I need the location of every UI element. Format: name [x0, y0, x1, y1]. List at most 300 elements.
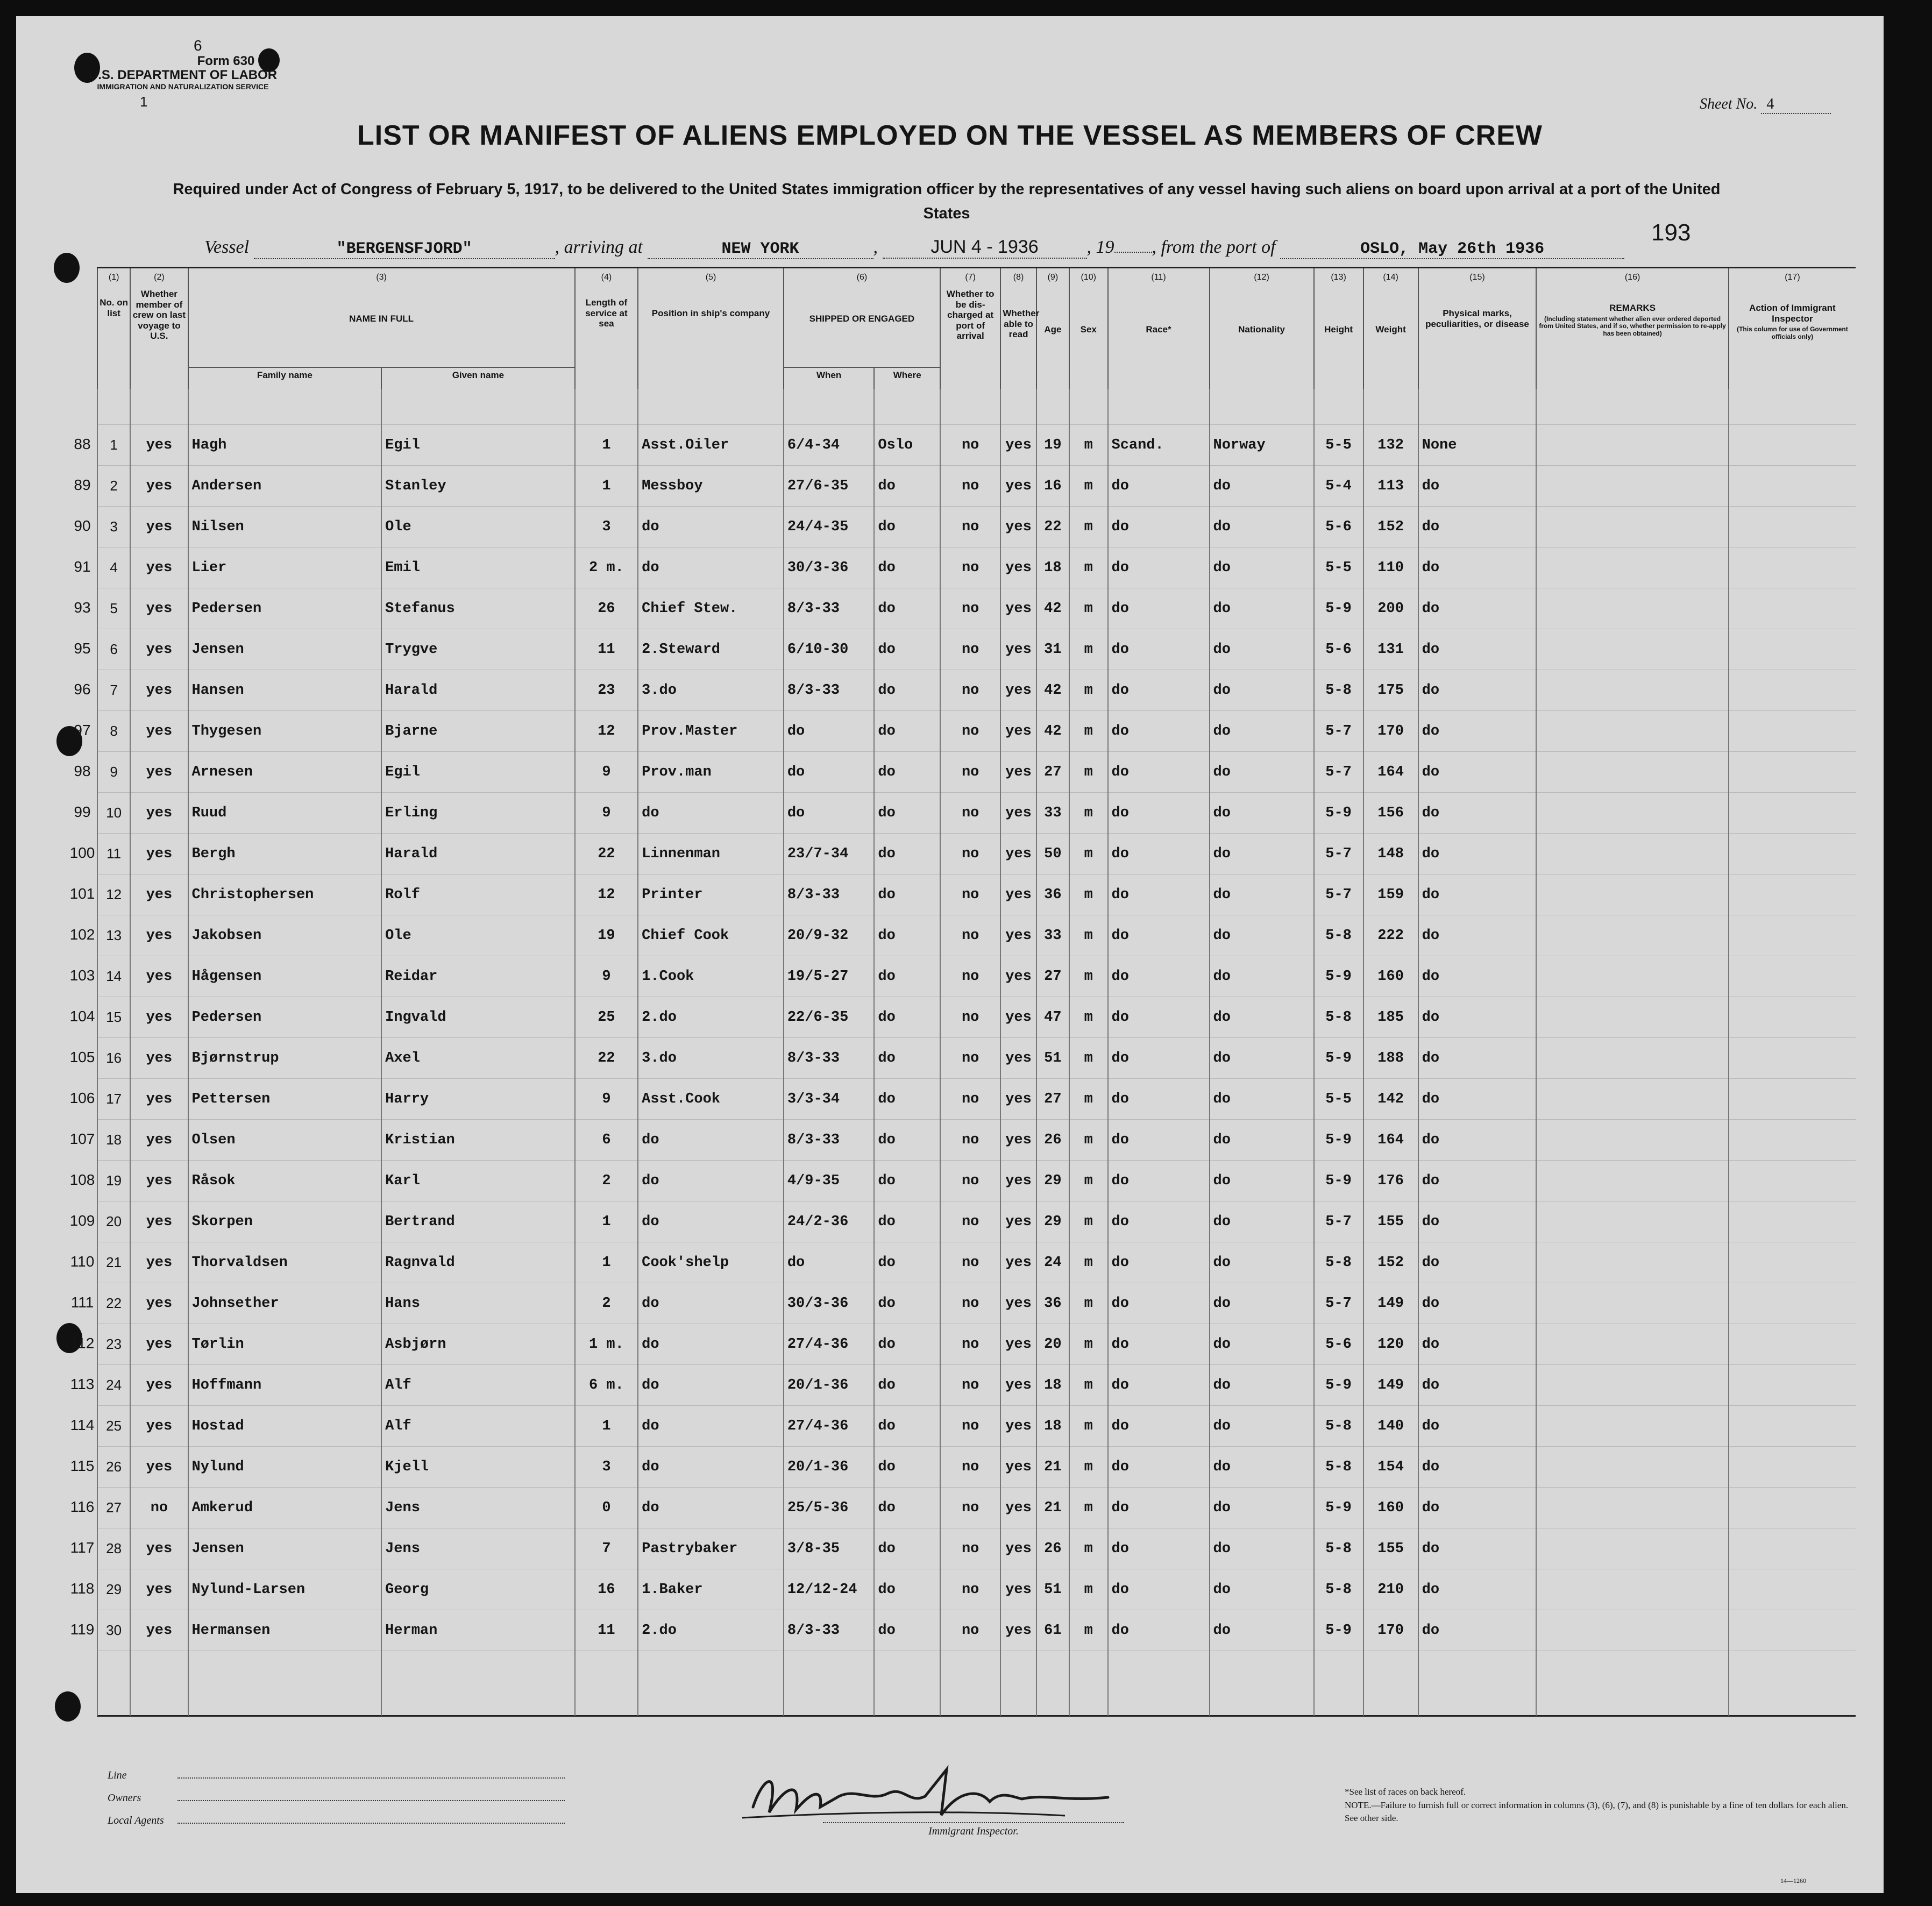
cell-weight: 175 — [1363, 670, 1418, 711]
cell-length-of-service: 11 — [575, 1610, 638, 1651]
cell-action — [1729, 1365, 1856, 1406]
cell-sex: m — [1069, 1528, 1108, 1569]
cell-no-on-list: 30 — [97, 1610, 130, 1651]
table-row — [97, 670, 1856, 711]
cell-position: 1.Cook — [638, 956, 784, 997]
cell-physical-marks: do — [1418, 1528, 1537, 1569]
cell-shipped-when: 20/9-32 — [784, 915, 875, 956]
cell-given-name: Bertrand — [381, 1201, 575, 1242]
cell-able-to-read: yes — [1000, 997, 1036, 1038]
cell-sex: m — [1069, 670, 1108, 711]
empty-cell — [130, 1651, 188, 1716]
cell-action — [1729, 1488, 1856, 1528]
cell-physical-marks: do — [1418, 711, 1537, 752]
col-num-3: (3) — [188, 268, 575, 287]
col-num-9: (9) — [1036, 268, 1069, 287]
cell-able-to-read: yes — [1000, 1447, 1036, 1488]
cell-shipped-where: do — [874, 466, 940, 507]
cell-able-to-read: yes — [1000, 1406, 1036, 1447]
cell-remarks — [1536, 1201, 1729, 1242]
cell-height: 5-5 — [1314, 1079, 1363, 1120]
document-subtitle: Required under Act of Congress of February 5, 1917, to be delivered to the United States immigration officer by the representatives of any vessel having such aliens on board upon arrival at a port of the United States — [173, 181, 1721, 222]
cell-nationality: do — [1210, 1038, 1314, 1079]
margin-number: 118 — [70, 1580, 95, 1597]
cell-position: Pastrybaker — [638, 1528, 784, 1569]
empty-cell — [1729, 1651, 1856, 1716]
cell-age: 22 — [1036, 507, 1069, 547]
cell-nationality: do — [1210, 711, 1314, 752]
cell-discharged: no — [940, 507, 1000, 547]
margin-number: 104 — [69, 1007, 95, 1025]
header-height: Height — [1314, 287, 1363, 389]
col-num-8: (8) — [1000, 268, 1036, 287]
table-row — [97, 956, 1856, 997]
cell-sex: m — [1069, 1610, 1108, 1651]
cell-family-name: Nilsen — [188, 507, 382, 547]
cell-length-of-service: 2 — [575, 1161, 638, 1201]
cell-nationality: do — [1210, 1610, 1314, 1651]
cell-length-of-service: 25 — [575, 997, 638, 1038]
cell-nationality: do — [1210, 629, 1314, 670]
margin-number: 91 — [74, 558, 91, 575]
cell-action — [1729, 874, 1856, 915]
cell-nationality: do — [1210, 1488, 1314, 1528]
cell-shipped-where: do — [874, 1120, 940, 1161]
cell-family-name: Hågensen — [188, 956, 382, 997]
punch-hole — [54, 253, 80, 283]
year-blank — [1114, 252, 1152, 253]
header-where: Where — [874, 367, 940, 389]
cell-length-of-service: 11 — [575, 629, 638, 670]
header-remarks-title: REMARKS — [1609, 303, 1656, 313]
header-family-name: Family name — [188, 367, 382, 389]
table-row — [97, 507, 1856, 547]
cell-discharged: no — [940, 1120, 1000, 1161]
header-no-on-list: No. on list — [97, 287, 130, 389]
cell-length-of-service: 26 — [575, 588, 638, 629]
cell-race: do — [1108, 1161, 1210, 1201]
cell-action — [1729, 1569, 1856, 1610]
cell-physical-marks: do — [1418, 1242, 1537, 1283]
cell-height: 5-7 — [1314, 752, 1363, 793]
cell-given-name: Stefanus — [381, 588, 575, 629]
cell-position: 3.do — [638, 670, 784, 711]
cell-weight: 110 — [1363, 547, 1418, 588]
cell-age: 61 — [1036, 1610, 1069, 1651]
cell-discharged: no — [940, 1610, 1000, 1651]
margin-number: 103 — [69, 966, 95, 984]
table-row — [97, 1447, 1856, 1488]
cell-position: 2.do — [638, 997, 784, 1038]
cell-race: do — [1108, 1610, 1210, 1651]
table-row — [97, 1324, 1856, 1365]
cell-race: do — [1108, 915, 1210, 956]
cell-family-name: Hagh — [188, 425, 382, 466]
cell-given-name: Alf — [381, 1365, 575, 1406]
cell-remarks — [1536, 1324, 1729, 1365]
cell-given-name: Kjell — [381, 1447, 575, 1488]
cell-family-name: Hermansen — [188, 1610, 382, 1651]
cell-position: 1.Baker — [638, 1569, 784, 1610]
cell-position: Messboy — [638, 466, 784, 507]
vessel-line: Vessel "BERGENSFJORD" , arriving at NEW YORK , JUN 4 - 1936 , 19 , from the port of OSLO, May 26th 1936 — [204, 237, 1624, 259]
cell-nationality: do — [1210, 1283, 1314, 1324]
cell-discharged: no — [940, 711, 1000, 752]
cell-able-to-read: yes — [1000, 1610, 1036, 1651]
cell-length-of-service: 23 — [575, 670, 638, 711]
col-num-15: (15) — [1418, 268, 1537, 287]
cell-able-to-read: yes — [1000, 1365, 1036, 1406]
cell-nationality: do — [1210, 1242, 1314, 1283]
cell-member: yes — [130, 752, 188, 793]
cell-family-name: Hoffmann — [188, 1365, 382, 1406]
corner-mark: 1 — [140, 93, 148, 110]
empty-cell — [575, 1651, 638, 1716]
cell-no-on-list: 13 — [97, 915, 130, 956]
header-discharged: Whether to be dis-charged at port of arrival — [940, 287, 1000, 389]
form-mark: 6 — [194, 37, 202, 54]
cell-no-on-list: 6 — [97, 629, 130, 670]
cell-physical-marks: do — [1418, 466, 1537, 507]
cell-able-to-read: yes — [1000, 711, 1036, 752]
header-action-title: Action of Immigrant Inspector — [1749, 303, 1836, 324]
empty-cell — [784, 1651, 875, 1716]
cell-family-name: Pettersen — [188, 1079, 382, 1120]
cell-action — [1729, 1528, 1856, 1569]
cell-member: yes — [130, 1038, 188, 1079]
cell-position: do — [638, 1324, 784, 1365]
cell-weight: 131 — [1363, 629, 1418, 670]
cell-action — [1729, 915, 1856, 956]
cell-shipped-where: do — [874, 915, 940, 956]
cell-length-of-service: 0 — [575, 1488, 638, 1528]
cell-race: do — [1108, 956, 1210, 997]
col-num-14: (14) — [1363, 268, 1418, 287]
cell-length-of-service: 1 — [575, 1406, 638, 1447]
cell-action — [1729, 1038, 1856, 1079]
cell-no-on-list: 29 — [97, 1569, 130, 1610]
cell-able-to-read: yes — [1000, 547, 1036, 588]
cell-position: do — [638, 1488, 784, 1528]
cell-able-to-read: yes — [1000, 1079, 1036, 1120]
cell-no-on-list: 25 — [97, 1406, 130, 1447]
cell-physical-marks: do — [1418, 588, 1537, 629]
cell-shipped-when: 27/4-36 — [784, 1324, 875, 1365]
cell-no-on-list: 8 — [97, 711, 130, 752]
cell-age: 27 — [1036, 956, 1069, 997]
cell-remarks — [1536, 1161, 1729, 1201]
cell-height: 5-6 — [1314, 507, 1363, 547]
cell-length-of-service: 1 — [575, 1201, 638, 1242]
cell-remarks — [1536, 834, 1729, 874]
cell-member: yes — [130, 547, 188, 588]
cell-member: yes — [130, 793, 188, 834]
cell-member: no — [130, 1488, 188, 1528]
cell-weight: 149 — [1363, 1365, 1418, 1406]
cell-given-name: Ingvald — [381, 997, 575, 1038]
cell-length-of-service: 16 — [575, 1569, 638, 1610]
cell-shipped-where: do — [874, 547, 940, 588]
manifest-sheet — [16, 16, 1884, 1893]
cell-given-name: Egil — [381, 752, 575, 793]
empty-cell — [874, 1651, 940, 1716]
cell-discharged: no — [940, 1488, 1000, 1528]
cell-length-of-service: 9 — [575, 752, 638, 793]
margin-number: 119 — [70, 1620, 95, 1638]
cell-nationality: do — [1210, 588, 1314, 629]
cell-race: do — [1108, 1201, 1210, 1242]
margin-number: 98 — [74, 762, 91, 779]
col-num-7: (7) — [940, 268, 1000, 287]
cell-shipped-when: 8/3-33 — [784, 670, 875, 711]
cell-discharged: no — [940, 547, 1000, 588]
cell-shipped-when: 12/12-24 — [784, 1569, 875, 1610]
cell-remarks — [1536, 1120, 1729, 1161]
cell-discharged: no — [940, 793, 1000, 834]
header-name-in-full: NAME IN FULL — [188, 287, 575, 367]
cell-shipped-when: 19/5-27 — [784, 956, 875, 997]
cell-shipped-where: do — [874, 752, 940, 793]
cell-family-name: Tørlin — [188, 1324, 382, 1365]
cell-member: yes — [130, 670, 188, 711]
crew-manifest-table — [97, 268, 1856, 1716]
cell-height: 5-7 — [1314, 1283, 1363, 1324]
cell-shipped-when: 6/4-34 — [784, 425, 875, 466]
margin-number: 115 — [70, 1457, 95, 1474]
cell-no-on-list: 14 — [97, 956, 130, 997]
cell-physical-marks: do — [1418, 1161, 1537, 1201]
table-body — [97, 389, 1856, 1716]
footer-owners-blank — [177, 1800, 565, 1801]
cell-remarks — [1536, 1079, 1729, 1120]
cell-position: do — [638, 507, 784, 547]
cell-family-name: Nylund-Larsen — [188, 1569, 382, 1610]
header-remarks — [1536, 287, 1729, 389]
empty-cell — [638, 1651, 784, 1716]
table-row — [97, 1201, 1856, 1242]
cell-member: yes — [130, 915, 188, 956]
cell-given-name: Asbjørn — [381, 1324, 575, 1365]
cell-height: 5-7 — [1314, 834, 1363, 874]
header-sex: Sex — [1069, 287, 1108, 389]
margin-number: 114 — [70, 1416, 95, 1433]
cell-action — [1729, 466, 1856, 507]
cell-weight: 140 — [1363, 1406, 1418, 1447]
cell-shipped-where: do — [874, 1528, 940, 1569]
cell-discharged: no — [940, 1569, 1000, 1610]
cell-height: 5-7 — [1314, 874, 1363, 915]
cell-age: 33 — [1036, 915, 1069, 956]
cell-sex: m — [1069, 588, 1108, 629]
cell-shipped-where: Oslo — [874, 425, 940, 466]
cell-member: yes — [130, 1120, 188, 1161]
cell-position: Asst.Cook — [638, 1079, 784, 1120]
header-position: Position in ship's company — [638, 287, 784, 389]
cell-position: do — [638, 793, 784, 834]
punch-hole — [55, 1691, 81, 1722]
cell-action — [1729, 670, 1856, 711]
cell-member: yes — [130, 1242, 188, 1283]
cell-action — [1729, 997, 1856, 1038]
cell-physical-marks: None — [1418, 425, 1537, 466]
cell-sex: m — [1069, 1324, 1108, 1365]
cell-sex: m — [1069, 1488, 1108, 1528]
cell-shipped-where: do — [874, 629, 940, 670]
cell-physical-marks: do — [1418, 1079, 1537, 1120]
col-num-10: (10) — [1069, 268, 1108, 287]
cell-race: do — [1108, 793, 1210, 834]
cell-race: do — [1108, 1365, 1210, 1406]
footer-line-blank — [177, 1777, 565, 1779]
cell-shipped-where: do — [874, 874, 940, 915]
empty-cell — [1536, 1651, 1729, 1716]
cell-family-name: Thorvaldsen — [188, 1242, 382, 1283]
cell-height: 5-5 — [1314, 547, 1363, 588]
cell-given-name: Jens — [381, 1528, 575, 1569]
cell-able-to-read: yes — [1000, 1161, 1036, 1201]
cell-shipped-where: do — [874, 507, 940, 547]
cell-race: do — [1108, 1406, 1210, 1447]
cell-action — [1729, 547, 1856, 588]
cell-no-on-list: 3 — [97, 507, 130, 547]
cell-no-on-list: 2 — [97, 466, 130, 507]
cell-family-name: Pedersen — [188, 588, 382, 629]
cell-sex: m — [1069, 915, 1108, 956]
cell-able-to-read: yes — [1000, 752, 1036, 793]
cell-given-name: Harald — [381, 834, 575, 874]
cell-able-to-read: yes — [1000, 507, 1036, 547]
cell-discharged: no — [940, 425, 1000, 466]
cell-discharged: no — [940, 1406, 1000, 1447]
cell-age: 29 — [1036, 1201, 1069, 1242]
cell-shipped-where: do — [874, 1201, 940, 1242]
cell-discharged: no — [940, 1038, 1000, 1079]
cell-given-name: Karl — [381, 1161, 575, 1201]
cell-family-name: Olsen — [188, 1120, 382, 1161]
cell-family-name: Amkerud — [188, 1488, 382, 1528]
cell-remarks — [1536, 1242, 1729, 1283]
cell-member: yes — [130, 1447, 188, 1488]
col-num-6: (6) — [784, 268, 940, 287]
cell-shipped-where: do — [874, 1242, 940, 1283]
cell-able-to-read: yes — [1000, 1324, 1036, 1365]
table-row — [97, 1406, 1856, 1447]
cell-length-of-service: 1 m. — [575, 1324, 638, 1365]
margin-number: 100 — [69, 844, 95, 861]
header-when: When — [784, 367, 875, 389]
cell-age: 42 — [1036, 670, 1069, 711]
cell-shipped-when: 3/8-35 — [784, 1528, 875, 1569]
cell-able-to-read: yes — [1000, 874, 1036, 915]
cell-shipped-where: do — [874, 1324, 940, 1365]
cell-no-on-list: 10 — [97, 793, 130, 834]
cell-given-name: Bjarne — [381, 711, 575, 752]
margin-number: 101 — [69, 885, 95, 902]
cell-no-on-list: 16 — [97, 1038, 130, 1079]
cell-action — [1729, 1161, 1856, 1201]
cell-nationality: do — [1210, 1365, 1314, 1406]
cell-action — [1729, 1283, 1856, 1324]
cell-shipped-where: do — [874, 588, 940, 629]
cell-action — [1729, 1120, 1856, 1161]
cell-height: 5-9 — [1314, 1038, 1363, 1079]
header-weight: Weight — [1363, 287, 1418, 389]
cell-member: yes — [130, 997, 188, 1038]
cell-length-of-service: 9 — [575, 1079, 638, 1120]
cell-remarks — [1536, 629, 1729, 670]
cell-length-of-service: 19 — [575, 915, 638, 956]
cell-shipped-when: 6/10-30 — [784, 629, 875, 670]
cell-height: 5-8 — [1314, 915, 1363, 956]
cell-weight: 155 — [1363, 1201, 1418, 1242]
cell-family-name: Arnesen — [188, 752, 382, 793]
cell-given-name: Harald — [381, 670, 575, 711]
arrival-port: NEW YORK — [648, 240, 873, 259]
form-identifier — [75, 38, 290, 110]
cell-length-of-service: 1 — [575, 466, 638, 507]
cell-family-name: Jensen — [188, 629, 382, 670]
cell-no-on-list: 17 — [97, 1079, 130, 1120]
cell-position: 3.do — [638, 1038, 784, 1079]
margin-number: 106 — [69, 1089, 95, 1106]
cell-action — [1729, 507, 1856, 547]
cell-remarks — [1536, 711, 1729, 752]
cell-member: yes — [130, 1569, 188, 1610]
cell-remarks — [1536, 997, 1729, 1038]
cell-age: 18 — [1036, 1365, 1069, 1406]
sheet-number — [1700, 96, 1831, 114]
col-num-13: (13) — [1314, 268, 1363, 287]
cell-able-to-read: yes — [1000, 915, 1036, 956]
cell-race: do — [1108, 1242, 1210, 1283]
note-races: *See list of races on back hereof. — [1345, 1787, 1466, 1797]
col-num-4: (4) — [575, 268, 638, 287]
cell-remarks — [1536, 1488, 1729, 1528]
table-row — [97, 915, 1856, 956]
cell-weight: 185 — [1363, 997, 1418, 1038]
cell-shipped-when: do — [784, 793, 875, 834]
cell-position: Prov.Master — [638, 711, 784, 752]
table-row — [97, 834, 1856, 874]
cell-race: do — [1108, 1120, 1210, 1161]
cell-given-name: Harry — [381, 1079, 575, 1120]
cell-shipped-when: do — [784, 711, 875, 752]
cell-remarks — [1536, 1569, 1729, 1610]
cell-height: 5-9 — [1314, 588, 1363, 629]
cell-given-name: Erling — [381, 793, 575, 834]
cell-height: 5-8 — [1314, 670, 1363, 711]
cell-sex: m — [1069, 711, 1108, 752]
cell-able-to-read: yes — [1000, 1488, 1036, 1528]
col-num-2: (2) — [130, 268, 188, 287]
cell-length-of-service: 6 m. — [575, 1365, 638, 1406]
cell-age: 29 — [1036, 1161, 1069, 1201]
cell-discharged: no — [940, 629, 1000, 670]
cell-nationality: do — [1210, 670, 1314, 711]
cell-sex: m — [1069, 1406, 1108, 1447]
header-member-last-voyage: Whether member of crew on last voyage to U.S. — [130, 287, 188, 389]
cell-sex: m — [1069, 1038, 1108, 1079]
empty-cell — [1314, 1651, 1363, 1716]
cell-height: 5-8 — [1314, 1406, 1363, 1447]
cell-sex: m — [1069, 466, 1108, 507]
cell-age: 24 — [1036, 1242, 1069, 1283]
cell-height: 5-8 — [1314, 1447, 1363, 1488]
cell-physical-marks: do — [1418, 629, 1537, 670]
cell-height: 5-8 — [1314, 997, 1363, 1038]
cell-family-name: Råsok — [188, 1161, 382, 1201]
header-shipped-engaged: SHIPPED OR ENGAGED — [784, 287, 940, 367]
